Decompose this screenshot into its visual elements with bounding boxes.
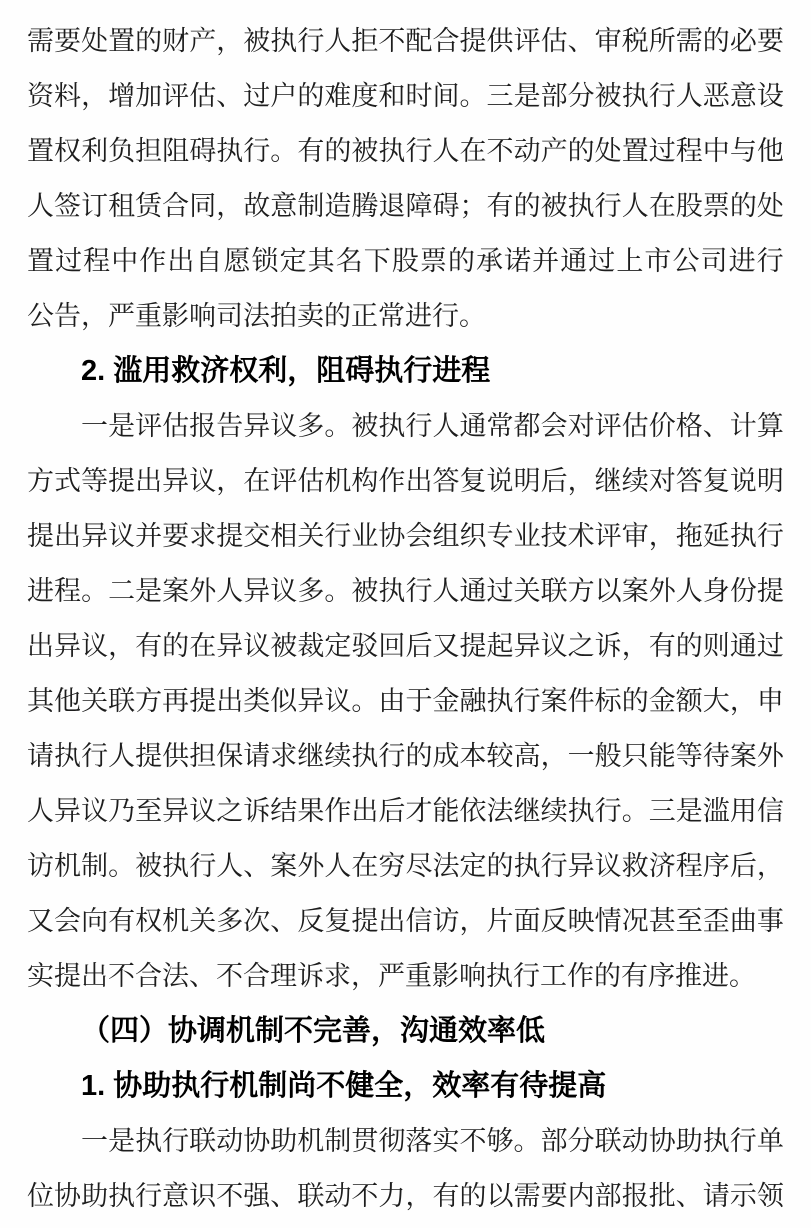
text-line: 位 协 助 执 行 意 识 不 强 、 联 动 不 力 ， 有 的 以 需 要 内 部 报 批 、 请 示 领 — [27, 1181, 784, 1211]
text-line: 人 异 议 乃 至 异 议 之 诉 结 果 作 出 后 才 能 依 法 继 续 执 行 。 三 是 滥 用 信 — [27, 796, 784, 826]
paragraph-indent — [27, 399, 81, 454]
section-heading: 2. 滥用救济权利，阻碍执行进程 — [81, 355, 491, 387]
text-line: 出 异 议 ， 有 的 在 异 议 被 裁 定 驳 回 后 又 提 起 异 议 之 诉 ， 有 的 则 通 过 — [27, 631, 784, 661]
text-line: 提 出 异 议 并 要 求 提 交 相 关 行 业 协 会 组 织 专 业 技 术 评 审 ， 拖 延 执 行 — [27, 521, 784, 551]
text-line: 置 权 利 负 担 阻 碍 执 行 。 有 的 被 执 行 人 在 不 动 产 的 处 置 过 程 中 与 他 — [27, 136, 784, 166]
text-line: 资 料 ， 增 加 评 估 、 过 户 的 难 度 和 时 间 。 三 是 部 分 被 执 行 人 恶 意 设 — [27, 81, 784, 111]
section-heading: （四）协调机制不完善，沟通效率低 — [81, 1015, 546, 1047]
text-line: 需 要 处 置 的 财 产 ， 被 执 行 人 拒 不 配 合 提 供 评 估 、 审 税 所 需 的 必 要 — [27, 26, 784, 56]
text-line: 访 机 制 。 被 执 行 人 、 案 外 人 在 穷 尽 法 定 的 执 行 异 议 救 济 程 序 后 ， — [27, 851, 784, 881]
text-line: 公告，严重影响司法拍卖的正常进行。 — [27, 301, 486, 331]
section-heading: 1. 协助执行机制尚不健全，效率有待提高 — [81, 1070, 607, 1102]
text-line: 进 程 。 二 是 案 外 人 异 议 多 。 被 执 行 人 通 过 关 联 方 以 案 外 人 身 份 提 — [27, 576, 784, 606]
text-line: 一 是 评 估 报 告 异 议 多 。 被 执 行 人 通 常 都 会 对 评 估 价 格 、 计 算 — [27, 399, 784, 454]
text-line: 其 他 关 联 方 再 提 出 类 似 异 议 。 由 于 金 融 执 行 案 件 标 的 金 额 大 ， 申 — [27, 686, 784, 716]
text-line: 又 会 向 有 权 机 关 多 次 、 反 复 提 出 信 访 ， 片 面 反 映 情 况 甚 至 歪 曲 事 — [27, 906, 784, 936]
paragraph-indent — [27, 1114, 81, 1169]
text-line: 人 签 订 租 赁 合 同 ， 故 意 制 造 腾 退 障 碍 ； 有 的 被 执 行 人 在 股 票 的 处 — [27, 191, 784, 221]
text-line: 置 过 程 中 作 出 自 愿 锁 定 其 名 下 股 票 的 承 诺 并 通 过 上 市 公 司 进 行 — [27, 246, 784, 276]
text-line: 一 是 执 行 联 动 协 助 机 制 贯 彻 落 实 不 够 。 部 分 联 动 协 助 执 行 单 — [27, 1114, 784, 1169]
text-line: 实提出不合法、不合理诉求，严重影响执行工作的有序推进。 — [27, 961, 756, 991]
text-line: 方 式 等 提 出 异 议 ， 在 评 估 机 构 作 出 答 复 说 明 后 ， 继 续 对 答 复 说 明 — [27, 466, 784, 496]
text-line: 请 执 行 人 提 供 担 保 请 求 继 续 执 行 的 成 本 较 高 ， 一 般 只 能 等 待 案 外 — [27, 741, 784, 771]
